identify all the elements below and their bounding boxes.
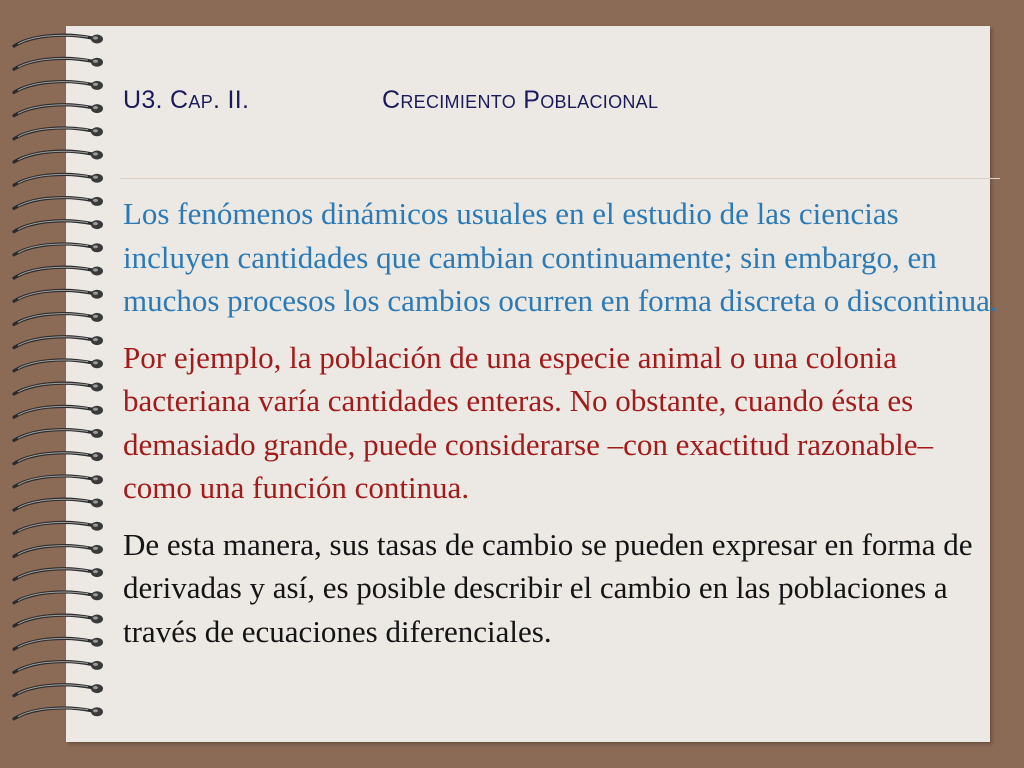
spiral-ring-icon — [14, 661, 103, 673]
spiral-ring-icon — [14, 522, 103, 534]
spiral-ring-icon — [14, 545, 103, 557]
spiral-ring-icon — [14, 243, 103, 255]
spiral-ring-icon — [14, 58, 103, 69]
spiral-ring-icon — [14, 220, 103, 232]
header-divider — [120, 178, 1000, 179]
spiral-ring-icon — [14, 475, 103, 487]
spiral-ring-icon — [14, 499, 103, 511]
spiral-ring-icon — [14, 707, 103, 719]
slide-body — [123, 192, 1003, 666]
spiral-ring-icon — [14, 638, 103, 650]
spiral-ring-icon — [14, 383, 103, 395]
unit-label: U3. Cap. II. — [123, 86, 250, 114]
spiral-ring-icon — [14, 197, 103, 209]
spiral-ring-icon — [14, 359, 103, 371]
paragraph-conclusion: De esta manera, sus tasas de cambio se pueden expresar en forma de derivadas y así, es posible describir el cambio en las poblaciones a través de ecuaciones diferenciales. — [123, 526, 973, 649]
spiral-ring-icon — [14, 290, 103, 302]
spiral-ring-icon — [14, 151, 103, 163]
paragraph-intro: Los fenómenos dinámicos usuales en el estudio de las ciencias incluyen cantidades que cambian continuamente; sin embargo, en muchos procesos los cambios ocurren en forma discreta o discontinua. — [123, 196, 998, 318]
paragraph-example: Por ejemplo, la población de una especie animal o una colonia bacteriana varía cantidades enteras. No obstante, cuando ésta es demasiado grande, puede considerarse –con exactitud razonable– como una función continua. — [123, 339, 933, 505]
spiral-ring-icon — [14, 81, 103, 93]
slide-title: Crecimiento Poblacional — [382, 86, 659, 114]
spiral-ring-icon — [14, 684, 103, 696]
spiral-ring-icon — [14, 615, 103, 627]
spiral-ring-icon — [14, 452, 103, 464]
spiral-ring-icon — [14, 35, 103, 47]
spiral-ring-icon — [14, 127, 103, 139]
slide-header — [123, 86, 983, 126]
spiral-ring-icon — [14, 313, 103, 325]
spiral-ring-icon — [14, 174, 103, 186]
spiral-ring-icon — [14, 336, 103, 348]
spiral-ring-icon — [14, 591, 103, 603]
spiral-ring-icon — [14, 429, 103, 441]
spiral-ring-icon — [14, 406, 103, 418]
spiral-ring-icon — [14, 104, 103, 116]
spiral-ring-icon — [14, 267, 103, 279]
spiral-binding-icon — [0, 0, 120, 768]
spiral-ring-icon — [14, 568, 103, 580]
